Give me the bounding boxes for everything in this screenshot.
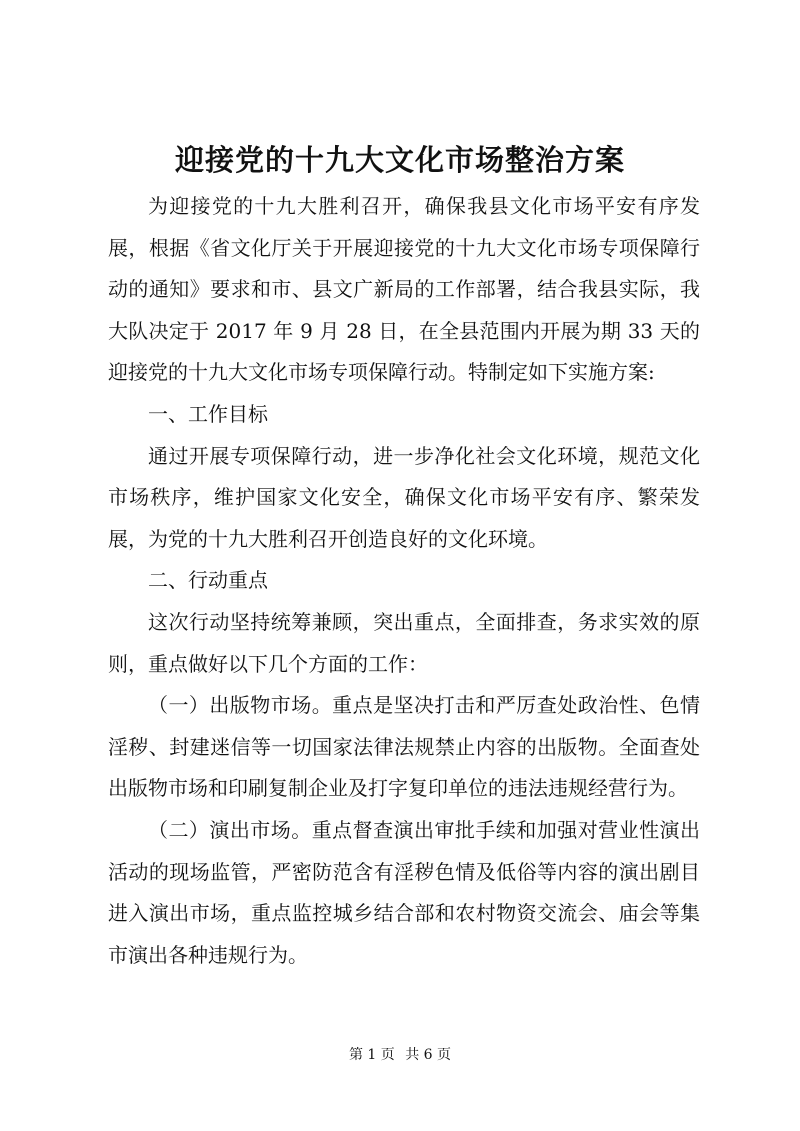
intro-paragraph: 为迎接党的十九大胜利召开，确保我县文化市场平安有序发展，根据《省文化厅关于开展迎接党的十九大文化市场专项保障行动的通知》要求和市、县文广新局的工作部署，结合我县实际，我大队决定于 2017 年 9 月 28 日，在全县范围内开展为期 33 天的迎接党的十九大文化市场专项保障行动。特制定如下实施方案: [108,194,700,385]
document-body [108,186,700,976]
page-total: 共 6 页 [405,1047,452,1063]
document-title: 迎接党的十九大文化市场整治方案 [174,143,625,177]
page-number: 第 1 页 [348,1047,395,1063]
focus-intro-paragraph: 这次行动坚持统筹兼顾，突出重点，全面排查，务求实效的原则，重点做好以下几个方面的工作： [108,609,700,676]
publications-market-paragraph: （一）出版物市场。重点是坚决打击和严厉查处政治性、色情淫秽、封建迷信等一切国家法律法规禁止内容的出版物。全面查处出版物市场和印刷复制企业及打字复印单位的违法违规经营行为。 [108,693,700,801]
performance-market-paragraph: （二）演出市场。重点督查演出审批手续和加强对营业性演出活动的现场监管，严密防范含有淫秽色情及低俗等内容的演出剧目进入演出市场，重点监控城乡结合部和农村物资交流会、庙会等集市演出各种违规行为。 [108,817,700,967]
page-footer [0,1045,800,1065]
goals-paragraph: 通过开展专项保障行动，进一步净化社会文化环境，规范文化市场秩序，维护国家文化安全，确保文化市场平安有序、繁荣发展，为党的十九大胜利召开创造良好的文化环境。 [108,443,700,551]
section-heading-goals: 一、工作目标 [148,401,268,426]
section-heading-focus: 二、行动重点 [148,568,268,593]
